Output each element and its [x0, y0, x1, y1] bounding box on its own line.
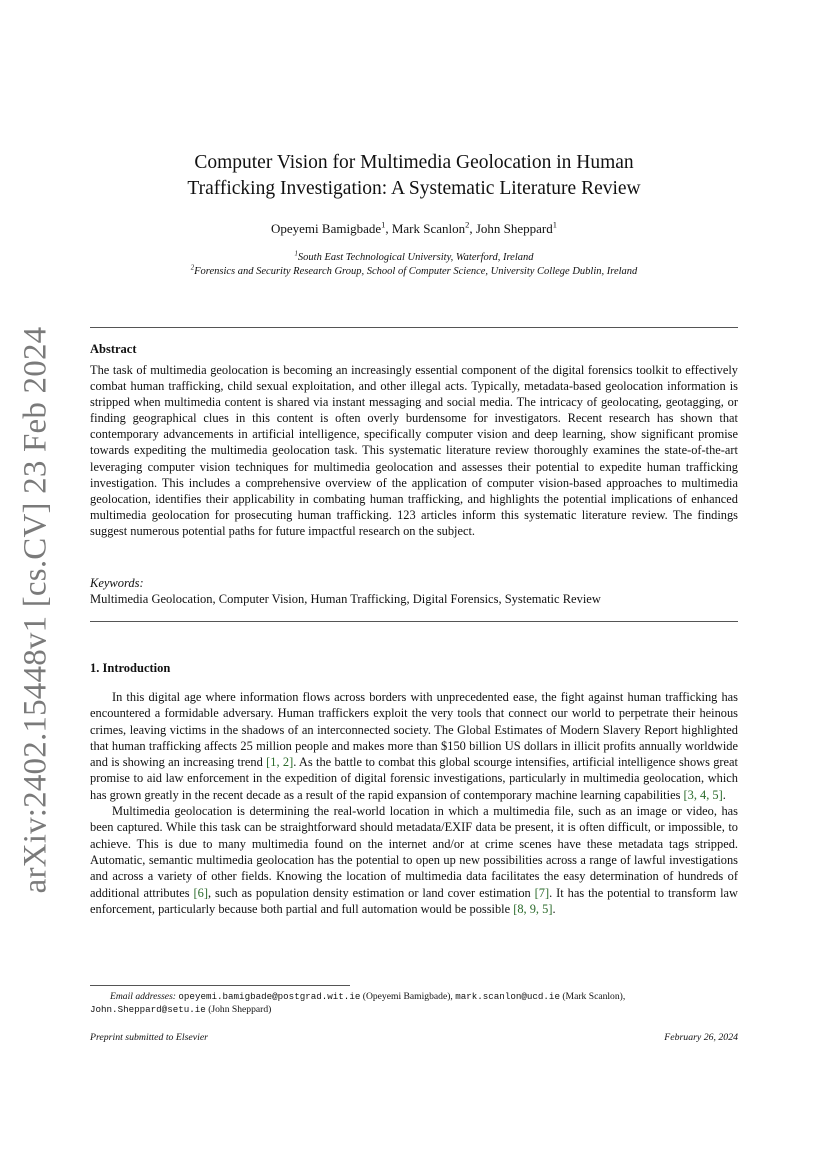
paragraph-text: . It has the potential to transform law enforcement, particularly because both partial and full automation would be possible: [90, 885, 738, 916]
affil-mark: 2: [190, 264, 195, 271]
section-heading-introduction: 1. Introduction: [90, 661, 171, 675]
affiliation-2: [90, 265, 738, 279]
divider-top: [90, 327, 738, 328]
arxiv-sidebar-stamp: [14, 326, 58, 894]
abstract-heading: Abstract: [90, 342, 137, 356]
title-line-2: Trafficking Investigation: A Systematic Literature Review: [187, 178, 641, 199]
author-affil-mark: 1: [552, 219, 557, 230]
abstract-text: The task of multimedia geolocation is becoming an increasingly essential component of the digital forensics toolkit to effectively combat human trafficking, child sexual exploitation, and other illegal acts. Typically, metadata-based geolocation information is stripped when multimedia content is shared via instant messaging and social media. The intricacy of geolocating, geotagging, or finding geographical clues in this content is often overly burdensome for investigators. Recent research has shown that contemporary advancements in artificial intelligence, specifically computer vision and deep learning, show significant promise towards expediting the multimedia geolocation task. This systematic literature review thoroughly examines the state-of-the-art leveraging computer vision techniques for multimedia geolocation and assesses their potential to expedite human trafficking investigation. This includes a comprehensive overview of the application of computer vision-based approaches to multimedia geolocation, identifies their applicability in combating human trafficking, and highlights the potential implications of enhanced multimedia geolocation for prosecuting human trafficking. 123 articles inform this systematic literature review. The findings suggest numerous potential paths for future impactful research on the subject.: [90, 363, 738, 538]
paragraph-text: , such as population density estimation or land cover estimation: [207, 885, 535, 900]
author-list: Opeyemi Bamigbade$^1$, Mark Scanlon$^2$, John Sheppard$^1$: [271, 219, 557, 236]
paragraph-text: .: [552, 901, 556, 916]
keywords-heading: Keywords:: [90, 576, 144, 590]
email-link[interactable]: mark.scanlon@ucd.ie: [455, 991, 560, 1002]
affil-mark: 1: [294, 250, 298, 258]
citation-link[interactable]: [6]: [193, 885, 208, 900]
author-name: Mark Scanlon: [391, 221, 466, 236]
email-owner: (John Sheppard): [205, 1004, 272, 1015]
author-affil-mark: 1: [381, 219, 386, 230]
citation-link[interactable]: [7]: [534, 885, 550, 900]
footer-preprint-note: Preprint submitted to Elsevier: [90, 1032, 208, 1043]
citation-link[interactable]: [3, 4, 5]: [683, 787, 723, 802]
email-link[interactable]: John.Sheppard@setu.ie: [90, 1004, 206, 1015]
paragraph: [90, 803, 738, 917]
affil-text: Forensics and Security Research Group, School of Computer Science, University College Dublin, Ireland: [194, 265, 638, 277]
paragraph-text: Multimedia geolocation is determining the real-world location in which a multimedia file, such as an image or video, has been captured. While this task can be straightforward should metadata/EXIF data be present, it is often difficult, or impossible, to achieve. This is due to many multimedia found on the internet and/or at crime scenes have these metadata tags stripped. Automatic, semantic multimedia geolocation has the potential to open up new possibilities across a range of lawful investigations and across a variety of other fields. Knowing the location of multimedia data facilitates the easy determination of hundreds of additional attributes: [90, 804, 738, 900]
paragraph-text: In this digital age where information flows across borders with unprecedented ease, the fight against human trafficking has encountered a formidable adversary. Human traffickers exploit the very tools that connect our world to perpetrate their heinous crimes, leaving victims in the shadows of an interconnected society. The Global Estimates of Modern Slavery Report highlighted that human trafficking affects 25 million people and makes more than $150 billion US dollars in illicit profits annually worldwide and is showing an increasing trend: [90, 690, 738, 770]
arxiv-id: arXiv:2402.15448v1 [cs.CV] 23 Feb 2024: [17, 326, 54, 894]
citation-link[interactable]: [1, 2]: [266, 755, 294, 770]
affiliations: [90, 251, 738, 278]
paragraph-text: .: [722, 787, 726, 802]
footnote-divider: [90, 985, 350, 986]
paper-title: [90, 150, 738, 202]
author-affil-mark: 2: [465, 219, 470, 230]
citation-link[interactable]: [8, 9, 5]: [513, 901, 553, 916]
author-name: John Sheppard: [475, 221, 553, 236]
paragraph-text: . As the battle to combat this global scourge intensifies, artificial intelligence shows great promise to aid law enforcement in the expedition of digital forensic investigations, particularly in multimedia geolocation, which has grown greatly in the recent decade as a result of the rapid expansion of contemporary machine learning capabilities: [90, 755, 739, 802]
introduction-body: [90, 689, 738, 917]
title-line-1: Computer Vision for Multimedia Geolocation in Human: [194, 152, 634, 173]
footer-date: February 26, 2024: [664, 1032, 738, 1043]
keywords-text: Multimedia Geolocation, Computer Vision, Human Trafficking, Digital Forensics, Systematic Review: [90, 592, 601, 606]
email-owner: (Opeyemi Bamigbade),: [360, 991, 456, 1002]
author-name: Opeyemi Bamigbade: [271, 221, 382, 236]
affiliation-1: [90, 251, 738, 265]
divider-bottom: [90, 621, 738, 622]
email-owner: (Mark Scanlon),: [559, 991, 626, 1002]
email-link[interactable]: opeyemi.bamigbade@postgrad.wit.ie: [178, 991, 361, 1002]
paragraph: [90, 689, 738, 803]
affil-text: South East Technological University, Waterford, Ireland: [297, 252, 534, 263]
footnote-emails: [90, 990, 738, 1016]
footnote-label: Email addresses:: [110, 991, 176, 1002]
